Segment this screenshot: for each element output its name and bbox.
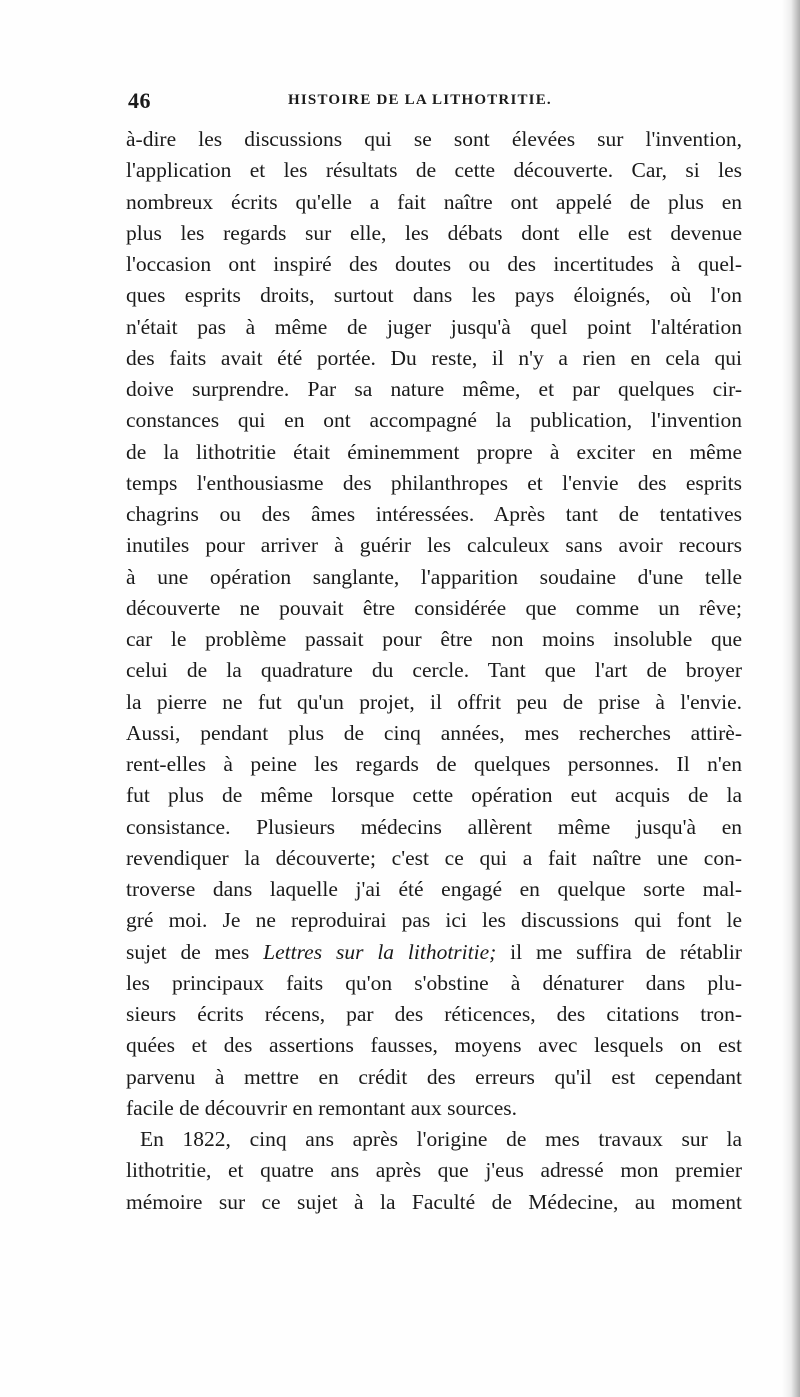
text-line: parvenu à mettre en crédit des erreurs qu'il est cependant [126,1064,742,1089]
text-line: nombreux écrits qu'elle a fait naître ont appelé de plus en [126,189,742,214]
text-line: l'application et les résultats de cette découverte. Car, si les [126,158,742,183]
text-line: chagrins ou des âmes intéressées. Après tant de tentatives [126,502,742,526]
text-run: sujet de mes [126,939,264,964]
text-line: de la lithotritie était éminemment propre à exciter en même [126,439,742,464]
text-line: rent-elles à peine les regards de quelques personnes. Il n'en [126,752,742,776]
text-line: découverte ne pouvait être considérée que comme un rêve; [126,595,742,620]
page-binding-shadow [782,0,800,1397]
text-line: constances qui en ont accompagné la publication, l'invention [126,408,742,433]
text-line: à une opération sanglante, l'apparition soudaine d'une telle [126,564,742,589]
text-line: celui de la quadrature du cercle. Tant que l'art de broyer [126,658,742,683]
text-line-with-italic [126,937,742,968]
body-text [126,124,742,1218]
text-line: n'était pas à même de juger jusqu'à quel point l'altération [126,314,742,339]
text-line: lithotritie, et quatre ans après que j'eus adressé mon premier [126,1158,742,1183]
text-line: l'occasion ont inspiré des doutes ou des incertitudes à quel- [126,252,742,276]
book-title-italic: Lettres sur la lithotritie; [263,939,497,964]
text-line: Aussi, pendant plus de cinq années, mes recherches attirè- [126,720,742,745]
text-line: En 1822, cinq ans après l'origine de mes travaux sur la [140,1127,742,1151]
text-line: la pierre ne fut qu'un projet, il offrit peu de prise à l'envie. [126,689,742,714]
text-line: doive surprendre. Par sa nature même, et par quelques cir- [126,377,742,401]
text-line: ques esprits droits, surtout dans les pays éloignés, où l'on [126,283,742,308]
text-line: plus les regards sur elle, les débats dont elle est devenue [126,220,742,245]
running-title: HISTOIRE DE LA LITHOTRITIE. [288,92,552,108]
text-line: consistance. Plusieurs médecins allèrent même jusqu'à en [126,814,742,839]
text-line: gré moi. Je ne reproduirai pas ici les discussions qui font le [126,908,742,933]
text-line: des faits avait été portée. Du reste, il n'y a rien en cela qui [126,345,742,370]
text-line: car le problème passait pour être non moins insoluble que [126,627,742,651]
page-number: 46 [128,88,151,113]
text-line: inutiles pour arriver à guérir les calculeux sans avoir recours [126,533,742,558]
text-line: facile de découvrir en remontant aux sources. [126,1095,518,1120]
text-line: temps l'enthousiasme des philanthropes et l'envie des esprits [126,470,742,495]
text-line: mémoire sur ce sujet à la Faculté de Médecine, au moment [126,1189,742,1214]
text-line: quées et des assertions fausses, moyens avec lesquels on est [126,1033,742,1058]
running-head [0,88,800,118]
text-line: fut plus de même lorsque cette opération eut acquis de la [126,783,742,808]
paragraph-1 [126,124,742,1124]
text-run: il me suffira de rétablir [496,939,742,964]
text-line: à-dire les discussions qui se sont élevées sur l'invention, [126,127,742,151]
text-line: troverse dans laquelle j'ai été engagé en quelque sorte mal- [126,877,742,901]
text-line: sieurs écrits récens, par des réticences, des citations tron- [126,1002,742,1026]
text-line: les principaux faits qu'on s'obstine à dénaturer dans plu- [126,970,742,995]
paragraph-2 [126,1124,742,1218]
text-line: revendiquer la découverte; c'est ce qui a fait naître une con- [126,845,742,870]
